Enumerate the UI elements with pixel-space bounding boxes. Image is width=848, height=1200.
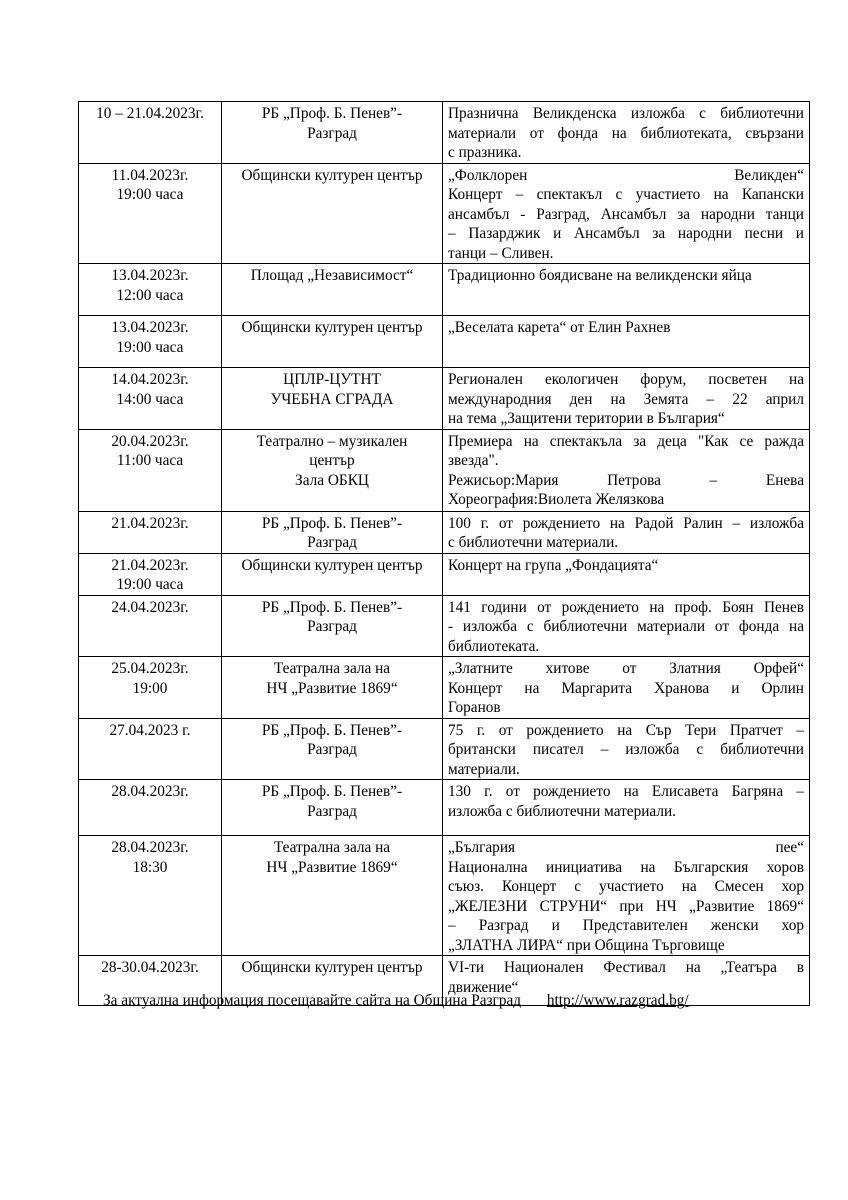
table-row <box>79 264 810 316</box>
event-description-line: Традиционно боядисване на великденски яйца <box>448 267 752 284</box>
event-date-line: 25.04.2023г. <box>111 660 189 677</box>
event-description-line: Празнична Великденска изложба с библиотечни <box>448 105 804 122</box>
event-date-line: 19:00 часа <box>116 186 184 203</box>
event-place-line: Общински културен център <box>241 556 423 574</box>
event-description-line: с библиотечни материали. <box>448 534 619 551</box>
event-date-cell <box>79 102 222 164</box>
table-row <box>79 836 810 956</box>
event-description-line: Регионален екологичен форум, посветен на <box>448 371 804 388</box>
event-date-cell <box>79 163 222 264</box>
event-place-line: Разград <box>307 534 357 551</box>
event-description-line: „ЗЛАТНА ЛИРА“ при Община Търговище <box>448 936 725 954</box>
event-place-cell <box>222 163 443 264</box>
event-description-line: 100 г. от рождението на Радой Ралин – изложба <box>448 514 804 532</box>
table-row <box>79 780 810 836</box>
event-description-line: 75 г. от рождението на Сър Тери Пратчет – <box>448 721 804 739</box>
event-date-cell <box>79 511 222 553</box>
event-description-line: материали. <box>448 760 520 778</box>
table-row <box>79 368 810 430</box>
event-date-line: 19:00 часа <box>116 338 184 356</box>
event-place-line: Театрална зала на <box>273 839 391 856</box>
event-place-line: НЧ „Развитие 1869“ <box>266 679 398 697</box>
event-place-line: Разград <box>307 124 357 142</box>
event-description-cell <box>443 511 810 553</box>
event-date-line: 28.04.2023г. <box>111 783 189 800</box>
event-place-cell <box>222 511 443 553</box>
event-place-line: НЧ „Развитие 1869“ <box>266 858 398 876</box>
event-date-cell <box>79 780 222 836</box>
footer-text: За актуална информация посещавайте сайта на Община Разград <box>103 992 522 1009</box>
event-description-cell <box>443 102 810 164</box>
event-place-cell <box>222 657 443 719</box>
event-description-line: Национална инициатива на Българския хоров <box>448 858 804 876</box>
event-place-cell <box>222 780 443 836</box>
event-description-line: „Фолклорен Великден“ <box>448 166 804 184</box>
table-row <box>79 429 810 511</box>
event-date-line: 11:00 часа <box>116 452 184 469</box>
website-link[interactable]: http://www.razgrad.bg/ <box>546 992 689 1009</box>
event-description-cell <box>443 163 810 264</box>
event-description-line: VI-ти Национален Фестивал на „Театъра в <box>448 959 804 976</box>
table-row <box>79 102 810 164</box>
event-description-line: - изложба с библиотечни материали от фонда на <box>448 618 804 635</box>
event-place-cell <box>222 718 443 780</box>
event-description-line: материали от фонда на библиотеката, свързани <box>448 124 804 142</box>
event-description-line: 141 години от рождението на проф. Боян Пенев <box>448 598 804 616</box>
event-description-line: звезда". <box>448 452 499 469</box>
event-description-cell <box>443 553 810 595</box>
event-description-line: „ЖЕЛЕЗНИ СТРУНИ“ при НЧ „Развитие 1869“ <box>448 897 804 915</box>
event-description-line: 130 г. от рождението на Елисавета Багряна – <box>448 783 804 800</box>
event-description-line: Концерт на група „Фондацията“ <box>448 556 659 574</box>
event-description-cell <box>443 657 810 719</box>
event-date-line: 14:00 часа <box>116 390 184 408</box>
event-date-line: 19:00 часа <box>116 576 184 593</box>
event-date-line: 13.04.2023г. <box>111 267 189 284</box>
events-table-body <box>79 102 810 1006</box>
event-description-line: движение“ <box>448 978 519 996</box>
event-description-cell <box>443 264 810 316</box>
event-description-line: Концерт на Маргарита Хранова и Орлин <box>448 679 804 697</box>
event-description-line: „България пее“ <box>448 839 804 856</box>
event-description-cell <box>443 780 810 836</box>
event-place-line: РБ „Проф. Б. Пенев”- <box>261 721 403 739</box>
event-date-line: 12:00 часа <box>116 286 184 304</box>
event-date-line: 11.04.2023г. <box>111 166 189 184</box>
event-description-line: британски писател – изложба с библиотечни <box>448 741 804 758</box>
event-date-cell <box>79 595 222 657</box>
event-date-line: 10 – 21.04.2023г. <box>96 105 204 122</box>
event-description-line: изложба с библиотечни материали. <box>448 802 676 820</box>
event-description-cell <box>443 316 810 368</box>
event-description-line: – Пазарджик и Ансамбъл за народни песни и <box>448 225 804 242</box>
event-date-cell <box>79 316 222 368</box>
event-description-line: „Веселата карета“ от Елин Рахнев <box>448 319 671 336</box>
footer <box>103 992 689 1010</box>
event-description-line: ансамбъл - Разград, Ансамбъл за народни танци <box>448 205 804 223</box>
event-description-line: с празника. <box>448 144 522 161</box>
event-date-cell <box>79 553 222 595</box>
event-date-line: 19:00 <box>132 679 168 697</box>
event-description-cell <box>443 429 810 511</box>
event-description-line: Режисьор:Мария Петрова – Енева <box>448 471 804 489</box>
event-place-cell <box>222 368 443 430</box>
event-place-line: УЧЕБНА СГРАДА <box>270 390 394 408</box>
event-place-cell <box>222 102 443 164</box>
event-place-line: Разград <box>307 618 357 635</box>
event-description-line: Хореография:Виолета Желязкова <box>448 491 665 508</box>
event-place-cell <box>222 429 443 511</box>
event-date-line: 28.04.2023г. <box>111 839 189 856</box>
table-row <box>79 511 810 553</box>
event-description-cell <box>443 836 810 956</box>
event-place-line: РБ „Проф. Б. Пенев”- <box>261 514 403 532</box>
event-description-line: на тема „Защитени територии в България“ <box>448 410 725 427</box>
table-row <box>79 718 810 780</box>
event-description-line: международния ден на Земята – 22 април <box>448 390 804 408</box>
events-table <box>78 101 810 1006</box>
event-date-cell <box>79 264 222 316</box>
table-row <box>79 657 810 719</box>
event-date-line: 13.04.2023г. <box>111 319 189 336</box>
event-description-cell <box>443 368 810 430</box>
event-place-line: Театрална зала на <box>273 660 391 677</box>
table-row <box>79 316 810 368</box>
event-description-line: „Златните хитове от Златния Орфей“ <box>448 660 804 677</box>
event-description-line: танци – Сливен. <box>448 244 554 262</box>
event-place-line: Общински културен център <box>241 319 423 336</box>
event-date-cell <box>79 836 222 956</box>
event-date-cell <box>79 657 222 719</box>
event-date-line: 18:30 <box>132 858 168 876</box>
event-place-cell <box>222 595 443 657</box>
event-place-cell <box>222 553 443 595</box>
event-date-line: 27.04.2023 г. <box>109 721 191 739</box>
event-place-line: Разград <box>307 802 357 820</box>
event-place-line: РБ „Проф. Б. Пенев”- <box>261 598 403 616</box>
event-place-line: Театрално – музикален <box>256 432 408 450</box>
event-description-line: Концерт – спектакъл с участието на Капански <box>448 186 804 203</box>
event-date-cell <box>79 368 222 430</box>
table-row <box>79 553 810 595</box>
event-place-line: РБ „Проф. Б. Пенев”- <box>261 105 403 122</box>
event-date-line: 21.04.2023г. <box>111 514 189 532</box>
event-date-line: 20.04.2023г. <box>111 432 189 450</box>
event-description-line: – Разград и Представителен женски хор <box>448 917 804 934</box>
event-description-line: съюз. Концерт с участието на Смесен хор <box>448 878 804 895</box>
event-date-cell <box>79 429 222 511</box>
event-place-line: РБ „Проф. Б. Пенев”- <box>261 783 403 800</box>
event-place-line: Разград <box>307 741 357 758</box>
event-place-cell <box>222 836 443 956</box>
event-place-cell <box>222 316 443 368</box>
event-date-line: 24.04.2023г. <box>111 598 189 616</box>
event-date-line: 28-30.04.2023г. <box>101 959 199 976</box>
table-row <box>79 595 810 657</box>
event-description-cell <box>443 718 810 780</box>
event-description-cell <box>443 595 810 657</box>
event-description-line: Горанов <box>448 699 501 716</box>
event-place-line: Общински културен център <box>241 959 423 976</box>
event-place-line: център <box>309 452 355 469</box>
event-place-line: Площад „Независимост“ <box>250 267 414 284</box>
event-place-line: Зала ОБКЦ <box>295 471 369 489</box>
event-place-line: ЦПЛР-ЦУТНТ <box>283 371 381 388</box>
table-row <box>79 163 810 264</box>
event-date-cell <box>79 718 222 780</box>
event-date-line: 14.04.2023г. <box>111 371 189 388</box>
event-place-cell <box>222 264 443 316</box>
event-description-line: Премиера на спектакъла за деца "Как се ражда <box>448 432 804 450</box>
event-description-line: библиотеката. <box>448 637 540 655</box>
event-date-line: 21.04.2023г. <box>111 556 189 574</box>
event-place-line: Общински културен център <box>241 166 423 184</box>
